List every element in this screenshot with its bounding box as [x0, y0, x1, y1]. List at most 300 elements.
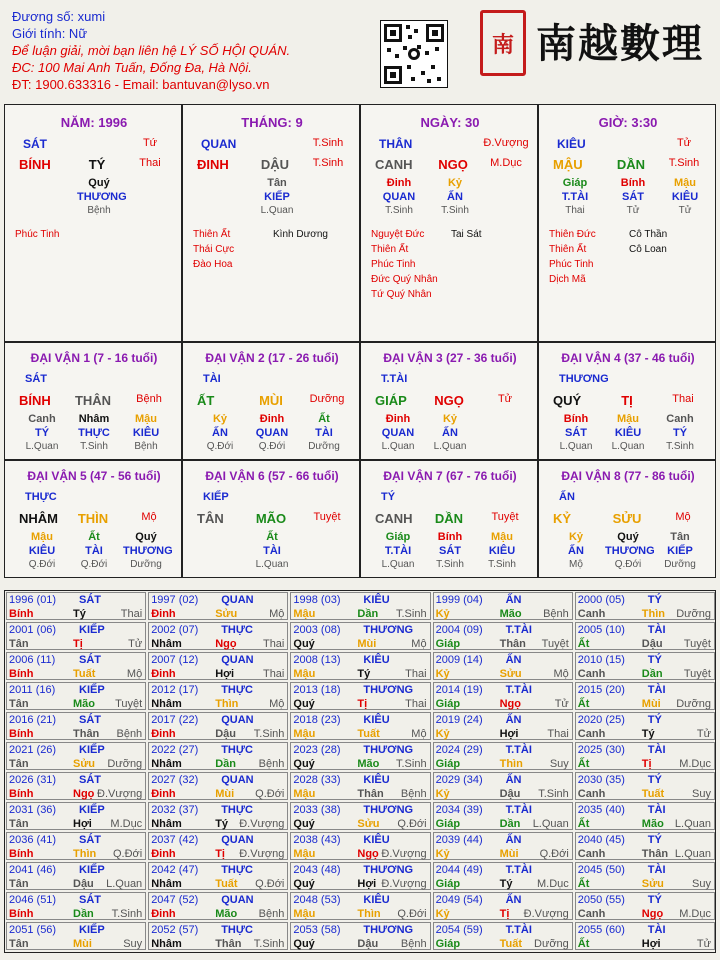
pillar-can: ĐINH — [197, 157, 229, 172]
star-good: Dịch Mã — [549, 274, 586, 285]
dv-hidden-god: KIÊU — [28, 545, 56, 557]
dv-hidden-can: Nhâm — [78, 413, 110, 425]
pillar-chi: NGỌ — [438, 157, 468, 172]
pillar-title: NĂM: 1996 — [60, 115, 128, 130]
year-chi: Thìn — [73, 848, 97, 860]
dv-hidden-can: Bính — [563, 413, 589, 425]
year-label: 2028 (33) — [293, 774, 341, 786]
year-label: 2052 (57) — [151, 924, 199, 936]
year-stage: Mộ — [411, 638, 427, 650]
hidden-can: Tân — [267, 177, 287, 189]
year-can: Đinh — [151, 848, 176, 860]
year-label: 2018 (23) — [293, 714, 341, 726]
year-chi: Hợi — [499, 728, 519, 740]
year-cell — [575, 712, 715, 740]
year-stage: Thai — [120, 608, 143, 620]
year-cell — [148, 622, 288, 650]
year-stage: Q.Đới — [539, 848, 569, 860]
year-chi: Hợi — [641, 938, 661, 950]
pillar-can: BÍNH — [19, 157, 51, 172]
year-can: Nhâm — [151, 758, 182, 770]
year-label: 2011 (16) — [9, 684, 56, 696]
year-can: Giáp — [435, 938, 461, 950]
address: ĐC: 100 Mai Anh Tuấn, Đống Đa, Hà Nội. — [12, 60, 252, 75]
year-can: Giáp — [435, 878, 461, 890]
star-good: Thiên Đức — [549, 229, 596, 240]
year-stage: Tử — [554, 698, 569, 710]
year-can: Ất — [577, 878, 590, 890]
star-good: Tứ Quý Nhân — [371, 289, 432, 300]
year-chi: Dậu — [499, 788, 521, 800]
year-chi: Dần — [215, 758, 236, 770]
dv-hidden-can: Giáp — [385, 531, 411, 543]
contact-note: Để luận giải, mời bạn liên hệ LÝ SỐ HỘI QUÁN. — [12, 43, 291, 58]
year-can: Canh — [577, 728, 606, 740]
year-cell — [433, 652, 573, 680]
pillar-3 — [360, 104, 538, 342]
year-stage: Q.Đới — [255, 878, 285, 890]
year-label: 2036 (41) — [9, 834, 57, 846]
year-stage: M.Dục — [110, 818, 143, 830]
year-chi: Tị — [641, 758, 652, 770]
year-stage: Đ.Vượng — [239, 848, 285, 860]
year-cell — [575, 922, 715, 950]
year-can: Quý — [293, 638, 315, 650]
pillar-god-left: KIÊU — [557, 137, 586, 151]
year-chi: Thìn — [215, 698, 239, 710]
phone-email: ĐT: 1900.633316 - Email: bantuvan@lyso.vn — [12, 77, 270, 92]
dv-hidden-can: Mậu — [617, 413, 639, 425]
dv-hidden-stage: Q.Đới — [80, 559, 108, 570]
year-stage: M.Dục — [679, 908, 711, 920]
pillar-stage: T.Sinh — [668, 157, 700, 169]
year-cell — [433, 682, 573, 710]
year-label: 2012 (17) — [151, 684, 199, 696]
year-chi: Ngọ — [641, 908, 664, 920]
year-god: TÝ — [647, 714, 662, 726]
dai-van-5 — [4, 460, 182, 578]
dv-hidden-stage: Mộ — [569, 559, 583, 570]
year-chi: Thân — [499, 638, 526, 650]
dai-van-god: SÁT — [25, 373, 47, 385]
year-label: 2049 (54) — [435, 894, 483, 906]
year-label: 2003 (08) — [293, 624, 341, 636]
year-stage: Thai — [547, 728, 569, 740]
year-label: 2025 (30) — [577, 744, 625, 756]
year-chi: Tị — [357, 698, 368, 710]
year-can: Bính — [9, 668, 34, 680]
star-good: Thiên Ất — [371, 244, 409, 255]
year-label: 2014 (19) — [435, 684, 483, 696]
year-cell — [575, 772, 715, 800]
year-chi: Dậu — [73, 878, 94, 890]
dai-van-god: TÀI — [203, 373, 221, 385]
year-god: ẤN — [505, 714, 522, 726]
year-chi: Tuất — [499, 938, 522, 950]
year-chi: Dần — [499, 818, 521, 830]
year-stage: Tử — [696, 728, 711, 740]
year-stage: Q.Đới — [112, 848, 143, 860]
dai-van-stage: Dưỡng — [309, 393, 345, 405]
year-label: 2006 (11) — [9, 654, 56, 666]
dai-van-stage: Tử — [497, 393, 513, 405]
year-can: Bính — [9, 848, 34, 860]
year-stage: Q.Đới — [397, 818, 427, 830]
star-bad: Tai Sát — [451, 229, 482, 240]
year-god: TÝ — [647, 774, 662, 786]
year-god: TÀI — [647, 744, 666, 756]
star-good: Nguyệt Đức — [371, 229, 425, 240]
year-god: T.TÀI — [505, 924, 532, 936]
year-god: THƯƠNG — [363, 924, 414, 936]
year-stage: Đ.Vượng — [97, 788, 143, 800]
dv-hidden-can: Mậu — [491, 531, 513, 543]
year-can: Giáp — [435, 698, 461, 710]
dv-hidden-can: Đinh — [259, 413, 285, 425]
year-chi: Ngọ — [215, 638, 237, 650]
year-stage: Suy — [692, 878, 711, 890]
dai-van-stage: Mộ — [141, 511, 157, 523]
year-chi: Dậu — [215, 728, 236, 740]
year-cell — [575, 652, 715, 680]
year-can: Đinh — [151, 728, 176, 740]
year-god: THƯƠNG — [363, 804, 414, 816]
dai-van-4 — [538, 342, 716, 460]
year-god: TÝ — [647, 834, 662, 846]
owner-name: Đương số: xumi — [12, 9, 106, 24]
dv-hidden-god: KIÊU — [614, 427, 642, 439]
year-chi: Hợi — [357, 878, 377, 890]
year-cell — [6, 832, 146, 860]
year-label: 2050 (55) — [577, 894, 625, 906]
year-can: Quý — [293, 758, 315, 770]
year-label: 2000 (05) — [577, 594, 625, 606]
year-label: 2037 (42) — [151, 834, 199, 846]
year-god: QUAN — [221, 654, 254, 666]
pillar-chi: DẬU — [260, 157, 290, 172]
star-bad: Cô Loan — [629, 244, 667, 255]
year-can: Bính — [9, 728, 34, 740]
year-label: 2044 (49) — [435, 864, 483, 876]
hidden-god: KIÊU — [671, 191, 699, 203]
year-can: Đinh — [151, 668, 176, 680]
dai-van-can: GIÁP — [375, 393, 407, 408]
year-cell — [575, 622, 715, 650]
year-can: Mậu — [293, 908, 316, 920]
year-stage: Dưỡng — [534, 938, 569, 950]
year-stage: Tuyệt — [115, 698, 143, 710]
year-god: T.TÀI — [505, 624, 532, 636]
year-cell — [6, 802, 146, 830]
year-chi: Ngọ — [73, 788, 95, 800]
dai-van-chi: MÃO — [255, 511, 287, 526]
year-cell — [148, 682, 288, 710]
year-can: Đinh — [151, 908, 176, 920]
dv-hidden-stage: Q.Đới — [614, 559, 642, 570]
year-label: 2043 (48) — [293, 864, 341, 876]
year-cell — [148, 712, 288, 740]
dai-van-2 — [182, 342, 360, 460]
dai-van-can: TÂN — [197, 511, 224, 526]
dai-van-title: ĐẠI VẬN 4 (37 - 46 tuổi) — [561, 351, 695, 365]
year-god: KIẾP — [79, 924, 105, 936]
dai-van-title: ĐẠI VẬN 3 (27 - 36 tuổi) — [383, 351, 517, 365]
year-stage: Q.Đới — [255, 788, 285, 800]
pillar-god-right: Tử — [676, 137, 692, 149]
year-can: Kỷ — [435, 608, 450, 620]
year-chi: Sửu — [357, 818, 380, 830]
year-label: 1997 (02) — [151, 594, 199, 606]
brand-logo-text: 南越數理 — [536, 20, 704, 67]
year-god: KIÊU — [363, 894, 390, 906]
dai-van-god: THỰC — [25, 491, 57, 503]
star-bad: Cô Thần — [629, 229, 668, 240]
year-chi: Thìn — [499, 758, 523, 770]
year-label: 2020 (25) — [577, 714, 625, 726]
year-cell — [6, 712, 146, 740]
dv-hidden-stage: Q.Đới — [206, 441, 234, 452]
year-label: 2032 (37) — [151, 804, 199, 816]
dai-van-stage: Tuyệt — [491, 511, 519, 523]
year-label: 2042 (47) — [151, 864, 199, 876]
year-can: Canh — [577, 848, 606, 860]
dai-van-stage: Mộ — [675, 511, 691, 523]
year-god: KIẾP — [79, 744, 105, 756]
year-god: TÝ — [647, 654, 662, 666]
dv-hidden-stage: L.Quan — [25, 441, 59, 452]
dai-van-can: ẤT — [197, 393, 215, 408]
year-label: 2046 (51) — [9, 894, 57, 906]
year-cell — [6, 622, 146, 650]
dv-hidden-can: Kỷ — [568, 531, 584, 543]
year-chi: Mùi — [215, 788, 235, 800]
year-cell — [290, 922, 430, 950]
year-cell — [290, 592, 430, 620]
year-cell — [433, 712, 573, 740]
year-cell — [6, 772, 146, 800]
year-chi: Thân — [641, 848, 669, 860]
year-stage: Thai — [262, 638, 285, 650]
year-god: THỰC — [221, 924, 253, 936]
year-stage: T.Sinh — [253, 728, 285, 740]
year-can: Bính — [9, 788, 34, 800]
year-can: Tân — [9, 758, 29, 770]
year-cell — [148, 742, 288, 770]
dv-hidden-can: Quý — [135, 531, 157, 543]
year-stage: L.Quan — [532, 818, 569, 830]
year-stage: Bệnh — [543, 608, 569, 620]
year-chi: Dậu — [641, 638, 663, 650]
pillar-1 — [4, 104, 182, 342]
pillar-god-right: Tứ — [142, 137, 158, 149]
year-can: Canh — [577, 608, 606, 620]
year-can: Bính — [9, 608, 34, 620]
chart-header — [12, 8, 290, 93]
dv-hidden-stage: L.Quan — [559, 441, 593, 452]
year-stage: Bệnh — [258, 908, 285, 920]
dai-van-chi: THÌN — [77, 511, 109, 526]
dai-van-god: T.TÀI — [381, 373, 408, 385]
year-cell — [6, 682, 146, 710]
pillar-title: THÁNG: 9 — [241, 115, 303, 130]
dv-hidden-god: ẤN — [212, 427, 228, 439]
year-chi: Tị — [215, 848, 225, 860]
year-can: Ất — [577, 818, 590, 830]
year-chi: Tý — [499, 878, 513, 890]
year-can: Quý — [293, 818, 315, 830]
year-god: TÝ — [647, 594, 662, 606]
dv-hidden-stage: Q.Đới — [258, 441, 286, 452]
year-chi: Tuất — [357, 728, 380, 740]
year-stage: Tử — [128, 638, 143, 650]
year-god: QUAN — [221, 774, 254, 786]
year-chi: Tuất — [641, 788, 665, 800]
year-god: THỰC — [221, 864, 253, 876]
hidden-stage: T.Sinh — [385, 205, 413, 216]
dai-van-stage: Tuyệt — [313, 511, 341, 523]
year-stage: Đ.Vượng — [239, 818, 285, 830]
dv-hidden-stage: L.Quan — [255, 559, 289, 570]
year-god: SÁT — [79, 894, 101, 906]
dai-van-god: THƯƠNG — [559, 373, 609, 385]
hidden-stage: Bệnh — [87, 205, 111, 216]
year-can: Ất — [577, 698, 590, 710]
year-cell — [148, 592, 288, 620]
dai-van-1 — [4, 342, 182, 460]
year-label: 2030 (35) — [577, 774, 625, 786]
hidden-can: Mậu — [674, 177, 696, 189]
year-god: T.TÀI — [505, 804, 532, 816]
year-cell — [433, 772, 573, 800]
seal-glyph: 南 — [491, 31, 514, 58]
year-label: 2031 (36) — [9, 804, 57, 816]
dv-hidden-stage: Q.Đới — [28, 559, 56, 570]
year-label: 2034 (39) — [435, 804, 483, 816]
year-label: 2013 (18) — [293, 684, 341, 696]
year-god: TÀI — [647, 684, 666, 696]
red-seal-stamp — [480, 10, 526, 76]
year-god: THỰC — [221, 684, 253, 696]
year-cell — [148, 802, 288, 830]
year-can: Nhâm — [151, 818, 182, 830]
year-can: Nhâm — [151, 878, 182, 890]
year-chi: Tuất — [215, 878, 238, 890]
year-stage: Suy — [123, 938, 143, 950]
year-cell — [148, 862, 288, 890]
year-label: 2001 (06) — [9, 624, 57, 636]
year-label: 2024 (29) — [435, 744, 483, 756]
dai-van-can: CANH — [375, 511, 413, 526]
year-chi: Tý — [641, 728, 655, 740]
year-cell — [290, 742, 430, 770]
year-stage: L.Quan — [674, 848, 711, 860]
year-god: ẤN — [505, 894, 522, 906]
dv-hidden-god: KIẾP — [667, 545, 693, 557]
year-label: 2016 (21) — [9, 714, 57, 726]
year-cell — [575, 862, 715, 890]
star-good: Thiên Ất — [193, 229, 231, 240]
year-god: QUAN — [221, 594, 254, 606]
year-stage: Đ.Vượng — [523, 908, 569, 920]
year-god: SÁT — [79, 594, 101, 606]
year-stage: T.Sinh — [538, 788, 569, 800]
dv-hidden-can: Tân — [670, 531, 690, 543]
year-stage: Bệnh — [116, 728, 143, 740]
year-label: 2022 (27) — [151, 744, 199, 756]
year-stage: Bệnh — [258, 758, 285, 770]
hidden-can: Giáp — [562, 177, 588, 189]
year-god: KIÊU — [363, 774, 390, 786]
year-label: 2004 (09) — [435, 624, 483, 636]
dv-hidden-stage: Dưỡng — [130, 559, 162, 570]
gender: Giới tính: Nữ — [12, 26, 88, 41]
year-cell — [6, 862, 146, 890]
year-god: ẤN — [505, 654, 522, 666]
year-cell — [6, 742, 146, 770]
hidden-stage: Thai — [565, 205, 585, 216]
year-cell — [433, 802, 573, 830]
year-god: QUAN — [221, 894, 254, 906]
year-god: SÁT — [79, 654, 101, 666]
year-stage: Mộ — [269, 698, 285, 710]
year-cell — [575, 742, 715, 770]
year-god: QUAN — [221, 834, 254, 846]
dv-hidden-can: Canh — [666, 413, 694, 425]
pillar-stage: T.Sinh — [312, 157, 344, 169]
dv-hidden-god: TÀI — [315, 427, 333, 439]
year-stage: Mộ — [269, 608, 285, 620]
year-cell — [290, 652, 430, 680]
year-can: Quý — [293, 938, 315, 950]
dai-van-god: ẤN — [559, 491, 575, 503]
dv-hidden-god: THƯƠNG — [605, 545, 655, 557]
dv-hidden-stage: L.Quan — [611, 441, 645, 452]
year-cell — [433, 742, 573, 770]
year-chi: Tý — [357, 668, 371, 680]
star-good: Phúc Tinh — [15, 229, 60, 240]
year-label: 2015 (20) — [577, 684, 625, 696]
year-chi: Tuất — [73, 668, 96, 680]
year-can: Nhâm — [151, 938, 182, 950]
year-stage: Thai — [405, 668, 427, 680]
year-label: 2039 (44) — [435, 834, 483, 846]
year-cell — [6, 652, 146, 680]
dai-van-3 — [360, 342, 538, 460]
year-cell — [575, 832, 715, 860]
year-god: KIÊU — [363, 834, 390, 846]
year-label: 2021 (26) — [9, 744, 57, 756]
dv-hidden-can: Ất — [266, 531, 278, 543]
pillar-can: CANH — [375, 157, 413, 172]
dai-van-can: BÍNH — [19, 393, 51, 408]
year-cell — [575, 892, 715, 920]
dai-van-chi: TỊ — [621, 393, 633, 408]
year-can: Tân — [9, 698, 29, 710]
year-stage: M.Dục — [679, 758, 711, 770]
year-chi: Dần — [357, 608, 379, 620]
dai-van-title: ĐẠI VẬN 6 (57 - 66 tuổi) — [205, 469, 339, 483]
year-stage: Dưỡng — [107, 758, 143, 770]
dv-hidden-god: SÁT — [565, 427, 587, 439]
year-cell — [6, 592, 146, 620]
dv-hidden-stage: L.Quan — [433, 441, 467, 452]
pillar-chi: DẦN — [616, 157, 646, 172]
star-good: Phúc Tinh — [371, 259, 416, 270]
year-can: Đinh — [151, 608, 176, 620]
year-can: Tân — [9, 878, 29, 890]
year-can: Canh — [577, 908, 606, 920]
year-label: 2010 (15) — [577, 654, 625, 666]
